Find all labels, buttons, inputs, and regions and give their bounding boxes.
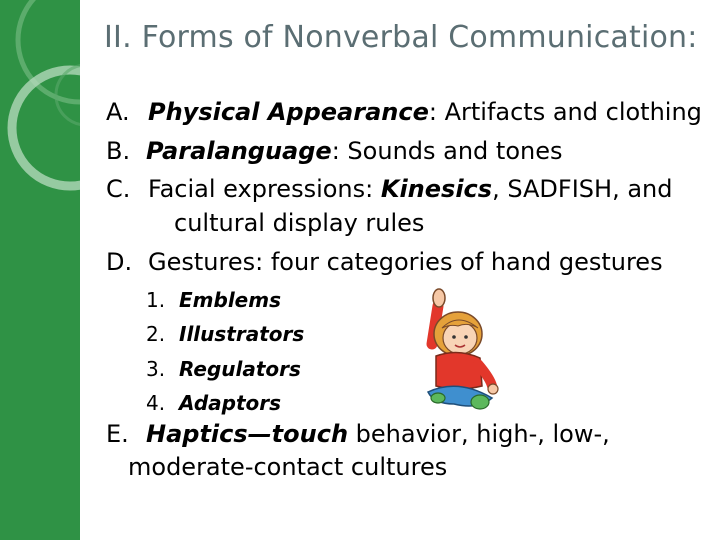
item-term: Kinesics xyxy=(380,175,493,203)
gesture-item-regulators xyxy=(146,357,301,381)
gesture-number: 1. xyxy=(146,288,166,312)
gesture-label: Emblems xyxy=(179,288,281,312)
item-text: : Artifacts and clothing xyxy=(428,98,702,126)
gesture-item-emblems xyxy=(146,288,281,312)
item-letter: D. xyxy=(106,248,133,276)
list-item-a xyxy=(106,98,702,126)
list-item-c xyxy=(106,175,673,203)
gesture-number: 2. xyxy=(146,322,166,346)
child-raising-hand-icon xyxy=(418,286,500,416)
item-letter: E. xyxy=(106,420,129,448)
list-item-e-continuation: moderate-contact cultures xyxy=(128,453,448,481)
item-letter: A. xyxy=(106,98,130,126)
item-term: Paralanguage xyxy=(146,137,332,165)
gesture-label: Illustrators xyxy=(179,322,305,346)
gesture-number: 4. xyxy=(146,391,166,415)
list-item-b xyxy=(106,137,563,165)
swirl-decoration-icon xyxy=(0,0,80,540)
item-text-pre: Facial expressions: xyxy=(148,175,381,203)
item-letter: C. xyxy=(106,175,131,203)
item-text: : Sounds and tones xyxy=(331,137,563,165)
gesture-number: 3. xyxy=(146,357,166,381)
item-letter: B. xyxy=(106,137,131,165)
list-item-e xyxy=(106,420,610,448)
item-text: behavior, high-, low-, xyxy=(348,420,610,448)
item-text: Gestures: four categories of hand gestures xyxy=(148,248,663,276)
item-text: , SADFISH, and xyxy=(492,175,673,203)
slide-title: II. Forms of Nonverbal Communication: xyxy=(104,20,698,55)
item-term: Physical Appearance xyxy=(148,98,429,126)
sidebar-decoration xyxy=(0,0,80,540)
gesture-label: Adaptors xyxy=(179,391,282,415)
gesture-item-adaptors xyxy=(146,391,281,415)
gesture-label: Regulators xyxy=(179,357,301,381)
item-term: Haptics—touch xyxy=(146,420,349,448)
list-item-c-continuation: cultural display rules xyxy=(174,209,425,237)
list-item-d xyxy=(106,248,663,276)
gesture-item-illustrators xyxy=(146,322,304,346)
